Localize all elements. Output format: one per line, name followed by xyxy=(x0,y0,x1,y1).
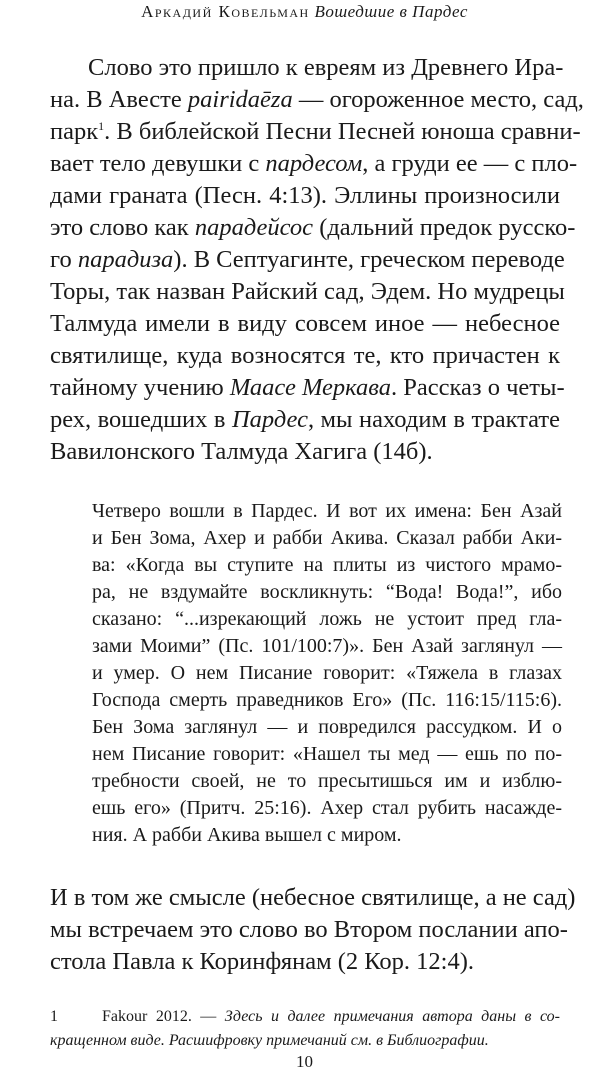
term-pairidaeza: pairidaēza xyxy=(187,86,293,113)
paragraph-line: на. В Авесте pairidaēza — огороженное место, сад, xyxy=(50,86,584,113)
paragraph-line: го парадиза). В Септуагинте, греческом переводе xyxy=(50,246,565,273)
quote-line: и умер. О нем Писание говорит: «Тяжела в глазах xyxy=(92,662,562,684)
term-paradiz: парадиза xyxy=(77,246,174,273)
footnote-line: кращенном виде. Расшифровку примечаний см. в Библиографии. xyxy=(50,1032,489,1049)
running-head-title: Вошедшие в Пардес xyxy=(314,2,468,21)
paragraph-line: Слово это пришло к евреям из Древнего Ира- xyxy=(88,54,564,81)
quote-line: Четверо вошли в Пардес. И вот их имена: Бен Азай xyxy=(92,500,562,522)
footnote-ref: 1 xyxy=(98,118,105,133)
paragraph-line: дами граната (Песн. 4:13). Эллины произносили xyxy=(50,182,560,209)
page-number: 10 xyxy=(296,1052,313,1071)
paragraph-line: святилище, куда возносятся те, кто причастен к xyxy=(50,342,560,369)
quote-line: ешь его» (Притч. 25:16). Ахер стал рубить насажде- xyxy=(92,797,562,819)
term-pardes: пардесом xyxy=(265,150,363,177)
quote-line: ва: «Когда вы ступите на плиты из чистого мрамо- xyxy=(92,554,562,576)
running-head-author: Аркадий Ковельман xyxy=(141,2,310,21)
paragraph-line: тайному учению Маасе Меркава. Рассказ о четы- xyxy=(50,374,565,401)
paragraph-line: парк$^1$. В библейской Песни Песней юноша сравни- xyxy=(50,118,581,145)
paragraph-line: Торы, так назван Райский сад, Эдем. Но мудрецы xyxy=(50,278,565,305)
paragraph-line: это слово как парадейсос (дальний предок русско- xyxy=(50,214,576,241)
paragraph-line: вает тело девушки с пардесом, а груди ее — с пло- xyxy=(50,150,578,177)
quote-line: Господа смерть праведников Его» (Пс. 116:15/115:6). xyxy=(92,689,562,711)
term-pardes-2: Пардес xyxy=(231,406,308,433)
quote-line: сказано: “...изрекающий ложь не устоит пред гла- xyxy=(92,608,562,630)
term-maase-merkava: Маасе Меркава xyxy=(229,374,391,401)
paragraph-line: И в том же смысле (небесное святилище, а не сад) xyxy=(50,884,576,911)
quote-line: зами Моими” (Пс. 101/100:7)». Бен Азай заглянул — xyxy=(92,635,562,657)
paragraph-line: стола Павла к Коринфянам (2 Кор. 12:4). xyxy=(50,948,475,975)
quote-line: и Бен Зома, Ахер и рабби Акива. Сказал рабби Аки- xyxy=(92,527,562,549)
footnote-source: Fakour 2012. — xyxy=(102,1008,225,1025)
footnote-line: 1 Fakour 2012. — Здесь и далее примечания автора даны в со- xyxy=(50,1005,560,1029)
quote-line: Бен Зома заглянул — и повредился рассудком. И о xyxy=(92,716,562,738)
footnote-number: 1 xyxy=(50,1008,58,1025)
paragraph-line: мы встречаем это слово во Втором послании апо- xyxy=(50,916,568,943)
paragraph-line: рех, вошедших в Пардес, мы находим в трактате xyxy=(50,406,560,433)
quote-line: требности своей, не то пресытишься им и изблю- xyxy=(92,770,562,792)
paragraph-line: Талмуда имели в виду совсем иное — небесное xyxy=(50,310,560,337)
term-paradeisos: парадейсос xyxy=(194,214,314,241)
quote-line: ния. А рабби Акива вышел с миром. xyxy=(92,824,402,846)
quote-line: нем Писание говорит: «Нашел ты мед — ешь по по- xyxy=(92,743,562,765)
running-head xyxy=(0,2,609,22)
paragraph-line: Вавилонского Талмуда Хагига (14б). xyxy=(50,438,433,465)
quote-line: ра, не вздумайте воскликнуть: “Вода! Вода!”, ибо xyxy=(92,581,562,603)
